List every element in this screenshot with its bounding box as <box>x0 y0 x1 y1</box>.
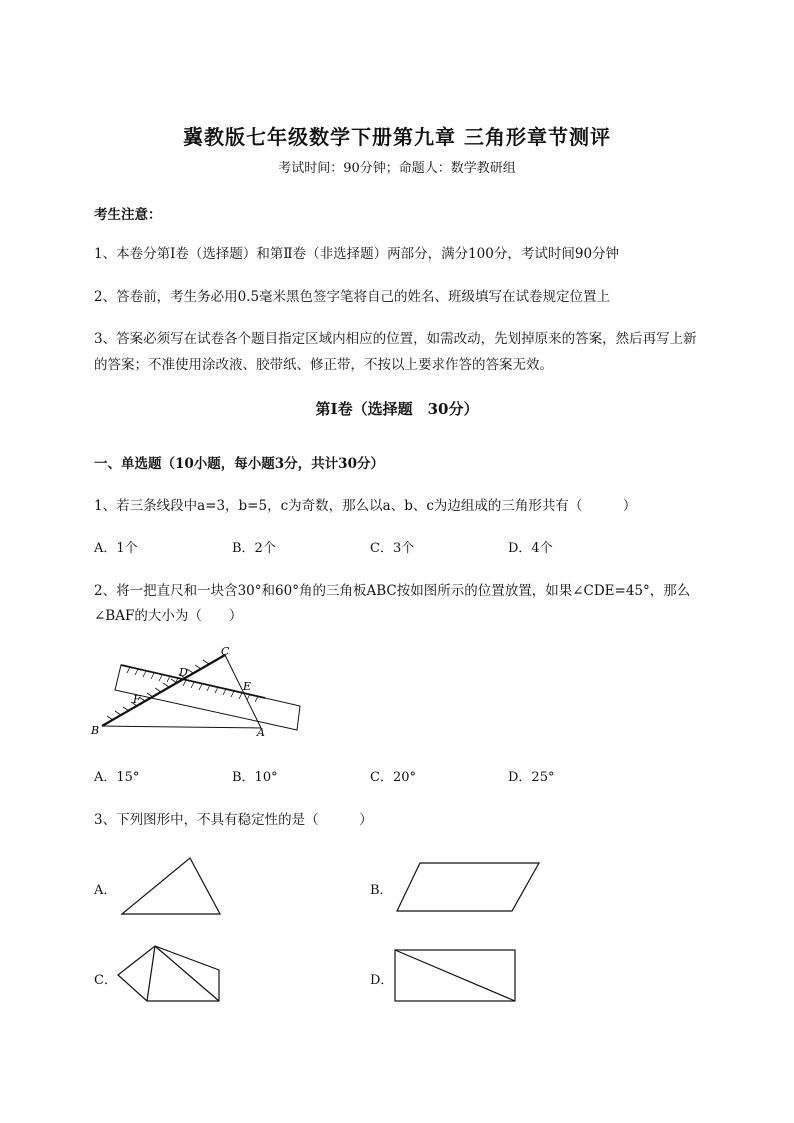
section-title: 第I卷（选择题 30分） <box>315 400 479 418</box>
question-3-text: 3、下列图形中，不具有稳定性的是（ ） <box>94 812 373 828</box>
q3-option-c-quadrilateral <box>115 942 227 1006</box>
label-d: D <box>179 666 188 679</box>
q3-option-b-parallelogram <box>394 860 544 915</box>
q2-option-d[interactable]: D．25° <box>508 770 555 785</box>
question-2-line1: 2、将一把直尺和一块含30°和60°角的三角板ABC按如图所示的位置放置，如果∠CDE=45°，那么 <box>94 583 691 599</box>
q1-option-d[interactable]: D．4个 <box>508 541 553 556</box>
question-2-line2: ∠BAF的大小为（ ） <box>94 608 243 624</box>
side-ba <box>102 726 261 728</box>
q3-option-b-label[interactable]: B． <box>370 883 393 898</box>
q1-option-c[interactable]: C．3个 <box>370 541 415 556</box>
label-e: E <box>243 680 252 693</box>
notice-heading: 考生注意： <box>94 207 162 223</box>
notice-item-3: 3、答案必须写在试卷各个题目指定区域内相应的位置，如需改动，先划掉原来的答案，然后再写上新 <box>94 331 697 347</box>
question-1-text: 1、若三条线段中a=3，b=5，c为奇数，那么以a、b、c为边组成的三角形共有（ ） <box>94 498 637 514</box>
q3-option-a-label[interactable]: A． <box>94 883 117 898</box>
part-title: 一、单选题（10小题，每小题3分，共计30分） <box>94 456 384 472</box>
q2-option-a[interactable]: A．15° <box>94 770 140 785</box>
label-b: B <box>91 724 100 737</box>
q3-option-c-label[interactable]: C． <box>94 973 117 988</box>
label-a: A <box>257 726 265 739</box>
notice-item-1: 1、本卷分第I卷（选择题）和第Ⅱ卷（非选择题）两部分，满分100分，考试时间90分钟 <box>94 246 620 262</box>
exam-info: 考试时间：90分钟；命题人：数学教研组 <box>278 161 516 176</box>
q2-option-c[interactable]: C．20° <box>370 770 416 785</box>
q2-option-b[interactable]: B．10° <box>232 770 278 785</box>
notice-item-3-cont: 的答案；不准使用涂改液、胶带纸、修正带，不按以上要求作答的答案无效。 <box>94 357 553 373</box>
q3-option-d-label[interactable]: D． <box>370 973 394 988</box>
page-title: 冀教版七年级数学下册第九章 三角形章节测评 <box>183 125 611 149</box>
q1-option-a[interactable]: A．1个 <box>94 541 138 556</box>
hatch-bc <box>107 660 209 720</box>
label-c: C <box>221 645 230 658</box>
ruler-shape <box>115 665 300 730</box>
q3-option-d-rectangle <box>392 947 520 1005</box>
q3-option-a-triangle <box>118 855 228 920</box>
label-f: F <box>133 693 141 706</box>
notice-item-2: 2、答卷前，考生务必用0.5毫米黑色签字笔将自己的姓名、班级填写在试卷规定位置上 <box>94 289 611 305</box>
ruler-triangle-figure <box>85 640 315 740</box>
q1-option-b[interactable]: B．2个 <box>232 541 276 556</box>
